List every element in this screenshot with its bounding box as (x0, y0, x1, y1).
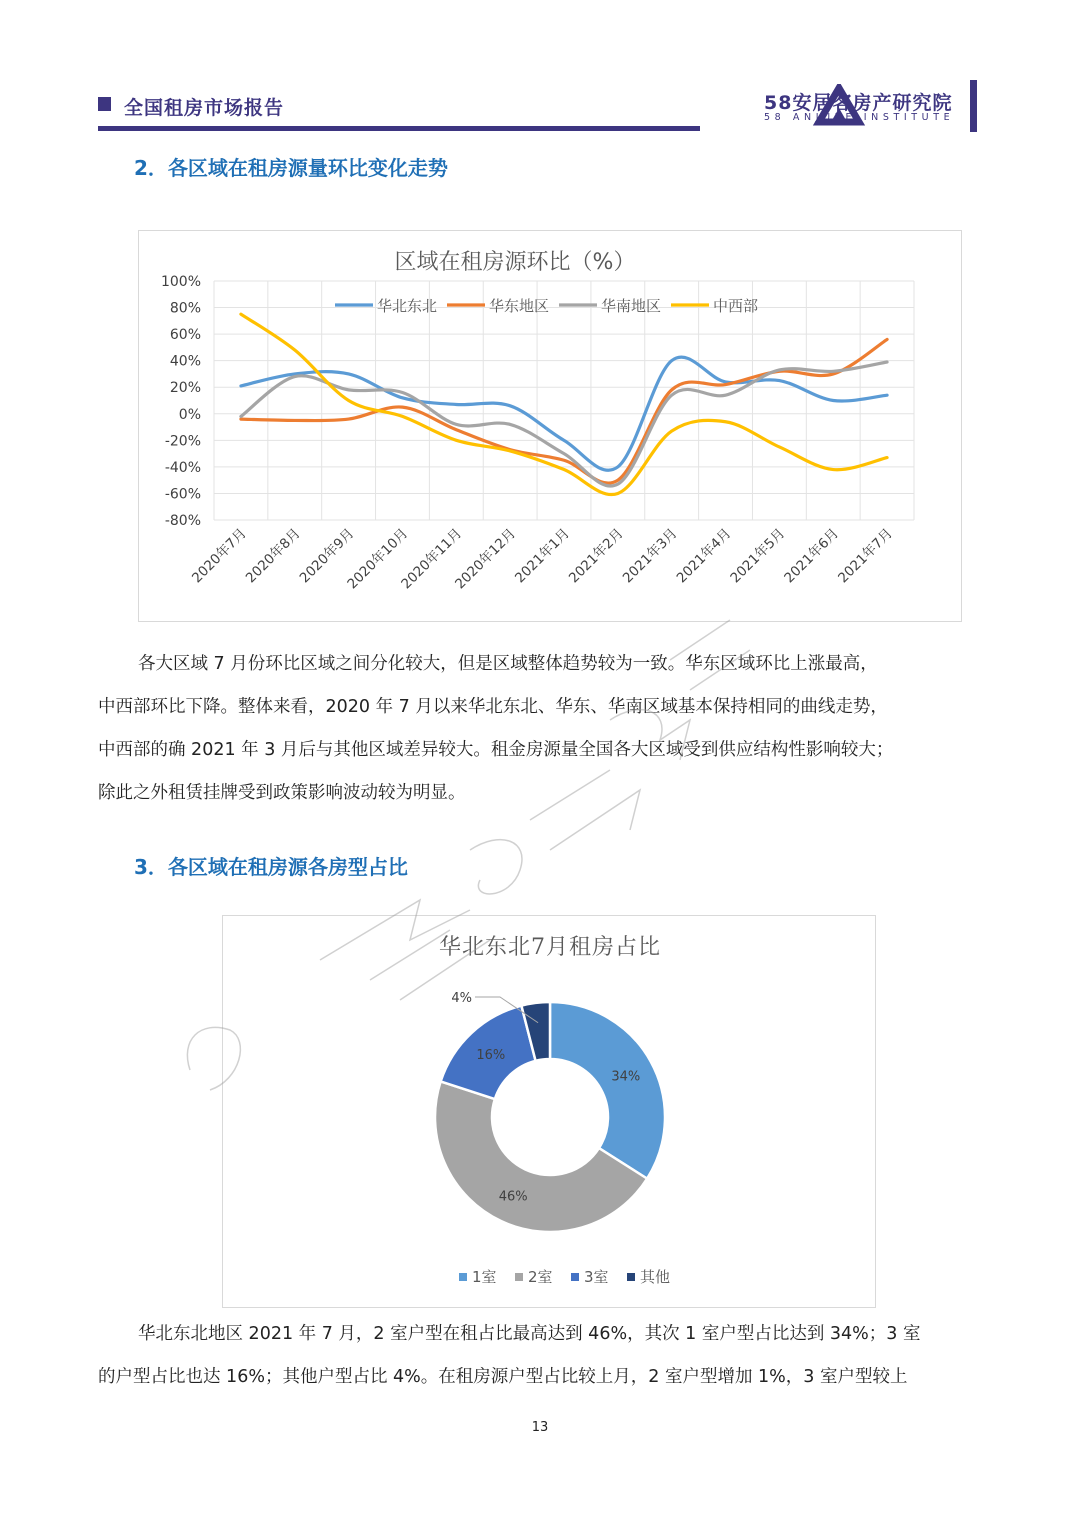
header-rule (98, 126, 700, 131)
legend-label: 1室 (472, 1268, 497, 1286)
logo-bar (970, 80, 977, 132)
x-tick-label: 2021年4月 (673, 525, 735, 587)
data-label: 16% (476, 1047, 506, 1063)
y-tick-label: -20% (164, 433, 201, 450)
paragraph-line: 的户型占比也达 16%；其他户型占比 4%。在租房源户型占比较上月，2 室户型增加 1%，3 室户型较上 (98, 1367, 908, 1387)
line-chart (138, 230, 962, 622)
data-label: 4% (451, 991, 472, 1006)
x-tick-label: 2021年2月 (565, 525, 627, 587)
donut-chart (222, 915, 876, 1308)
legend-label: 3室 (584, 1268, 609, 1286)
data-label: 34% (611, 1069, 641, 1085)
legend-label: 华东地区 (489, 297, 550, 315)
chart-title: 华北东北7月租房占比 (439, 935, 661, 960)
header-square-icon (98, 97, 111, 111)
y-tick-label: 60% (169, 327, 201, 344)
y-tick-label: 0% (178, 406, 201, 423)
x-tick-label: 2020年8月 (242, 525, 304, 587)
x-tick-label: 2021年6月 (781, 525, 843, 587)
legend-label: 华北东北 (377, 297, 438, 315)
legend-swatch (627, 1273, 635, 1281)
x-tick-label: 2021年5月 (727, 525, 789, 587)
series-line (241, 314, 887, 494)
x-tick-label: 2020年11月 (398, 525, 466, 593)
x-tick-label: 2021年1月 (512, 525, 573, 587)
y-tick-label: 100% (160, 274, 201, 290)
line-chart-svg (139, 231, 963, 623)
page-header (0, 0, 1080, 140)
x-tick-label: 2020年12月 (452, 525, 519, 593)
paragraph-line: 除此之外租赁挂牌受到政策影响波动较为明显。 (98, 783, 466, 803)
legend-label: 华南地区 (601, 297, 662, 315)
data-label: 46% (498, 1189, 528, 1205)
legend-swatch (515, 1273, 523, 1281)
series-line (241, 362, 887, 486)
y-tick-label: 80% (169, 300, 201, 317)
donut-chart-svg (223, 916, 877, 1309)
y-tick-label: 40% (169, 353, 201, 370)
x-tick-label: 2021年3月 (619, 525, 681, 587)
y-tick-label: -60% (164, 486, 201, 503)
x-tick-label: 2021年7月 (835, 525, 896, 587)
x-tick-label: 2020年9月 (296, 525, 358, 587)
section-2-title: 2．各区域在租房源量环比变化走势 (134, 156, 448, 180)
legend-label: 2室 (528, 1268, 553, 1286)
paragraph-line: 华北东北地区 2021 年 7 月，2 室户型在租占比最高达到 46%，其次 1 室户型占比达到 34%；3 室 (138, 1324, 921, 1344)
x-tick-label: 2020年7月 (188, 525, 250, 587)
section-3-title: 3．各区域在租房源各房型占比 (134, 855, 408, 879)
page-number: 13 (531, 1420, 549, 1435)
report-title: 全国租房市场报告 (124, 97, 285, 119)
legend-swatch (571, 1273, 579, 1281)
legend-swatch (459, 1273, 467, 1281)
paragraph-line: 各大区域 7 月份环比区域之间分化较大，但是区域整体趋势较为一致。华东区域环比上涨最高， (138, 654, 878, 674)
y-tick-label: 20% (169, 380, 201, 397)
legend-label: 中西部 (713, 297, 759, 315)
legend-label: 其他 (640, 1268, 671, 1286)
paragraph-line: 中西部的确 2021 年 3 月后与其他区域差异较大。租金房源量全国各大区域受到供应结构性影响较大； (98, 740, 894, 760)
chart-title: 区域在租房源环比（%） (394, 250, 636, 275)
logo-text: 58安居客房产研究院 (764, 92, 953, 114)
paragraph-line: 中西部环比下降。整体来看，2020 年 7 月以来华北东北、华东、华南区域基本保持相同的曲线走势， (98, 697, 888, 717)
y-tick-label: -40% (164, 459, 201, 476)
logo-subtitle: 58 ANJUKE INSTITUTE (764, 112, 955, 123)
y-tick-label: -80% (164, 513, 201, 529)
x-tick-label: 2020年10月 (344, 525, 412, 593)
